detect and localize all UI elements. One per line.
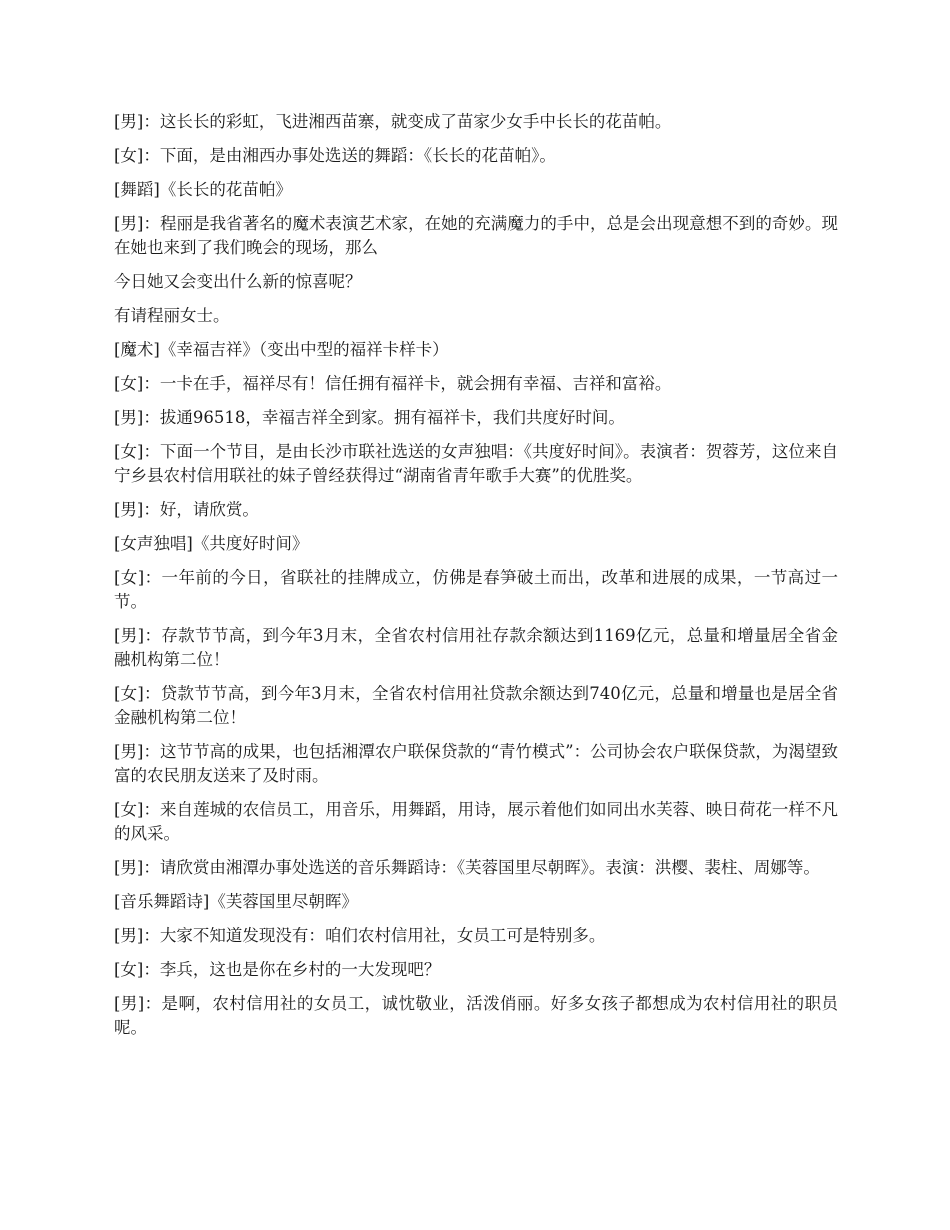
script-line: [男]：程丽是我省著名的魔术表演艺术家，在她的充满魔力的手中，总是会出现意想不到的奇妙。现在她也来到了我们晚会的现场，那么	[114, 214, 838, 257]
script-line: [女]：来自莲城的农信员工，用音乐，用舞蹈，用诗，展示着他们如同出水芙蓉、映日荷花一样不凡的风采。	[114, 800, 838, 843]
script-line: 有请程丽女士。	[114, 306, 230, 325]
document-body	[114, 110, 838, 1050]
script-line: [女]：下面一个节目，是由长沙市联社选送的女声独唱：《共度好时间》。表演者：贺蓉芳，这位来自宁乡县农村信用联社的妹子曾经获得过“湖南省青年歌手大赛”的优胜奖。	[114, 442, 838, 485]
script-line: [魔术]《幸福吉祥》（变出中型的福祥卡样卡）	[114, 340, 449, 359]
script-line: 今日她又会变出什么新的惊喜呢？	[114, 272, 362, 291]
script-line: [男]：这节节高的成果，也包括湘潭农户联保贷款的“青竹模式”：公司协会农户联保贷款，为渴望致富的农民朋友送来了及时雨。	[114, 742, 838, 785]
script-line: [女]：李兵，这也是你在乡村的一大发现吧？	[114, 960, 441, 979]
script-line: [男]：大家不知道发现没有：咱们农村信用社，女员工可是特别多。	[114, 926, 606, 945]
script-line: [男]：是啊，农村信用社的女员工，诚忱敬业，活泼俏丽。好多女孩子都想成为农村信用社的职员呢。	[114, 994, 838, 1037]
script-line: [男]：请欣赏由湘潭办事处选送的音乐舞蹈诗：《芙蓉国里尽朝晖》。表演：洪樱、裴柱、周娜等。	[114, 858, 820, 877]
script-line: [女]：一卡在手，福祥尽有！信任拥有福祥卡，就会拥有幸福、吉祥和富裕。	[114, 374, 672, 393]
script-line: [音乐舞蹈诗]《芙蓉国里尽朝晖》	[114, 892, 358, 911]
script-line: [舞蹈]《长长的花苗帕》	[114, 180, 292, 199]
script-line: [女]：一年前的今日，省联社的挂牌成立，仿佛是春笋破土而出，改革和进展的成果，一节高过一节。	[114, 568, 838, 611]
script-line: [女声独唱]《共度好时间》	[114, 534, 309, 553]
script-line: [男]：这长长的彩虹，飞进湘西苗寨，就变成了苗家少女手中长长的花苗帕。	[114, 112, 672, 131]
script-line: [男]：好，请欣赏。	[114, 500, 259, 519]
script-line: [女]：下面，是由湘西办事处选送的舞蹈：《长长的花苗帕》。	[114, 146, 556, 165]
script-line: [男]：拔通96518，幸福吉祥全到家。拥有福祥卡，我们共度好时间。	[114, 408, 625, 427]
script-line: [男]：存款节节高，到今年3月末，全省农村信用社存款余额达到1169亿元，总量和增量居全省金融机构第二位！	[114, 626, 838, 669]
script-line: [女]：贷款节节高，到今年3月末，全省农村信用社贷款余额达到740亿元，总量和增量也是居全省金融机构第二位！	[114, 684, 838, 727]
